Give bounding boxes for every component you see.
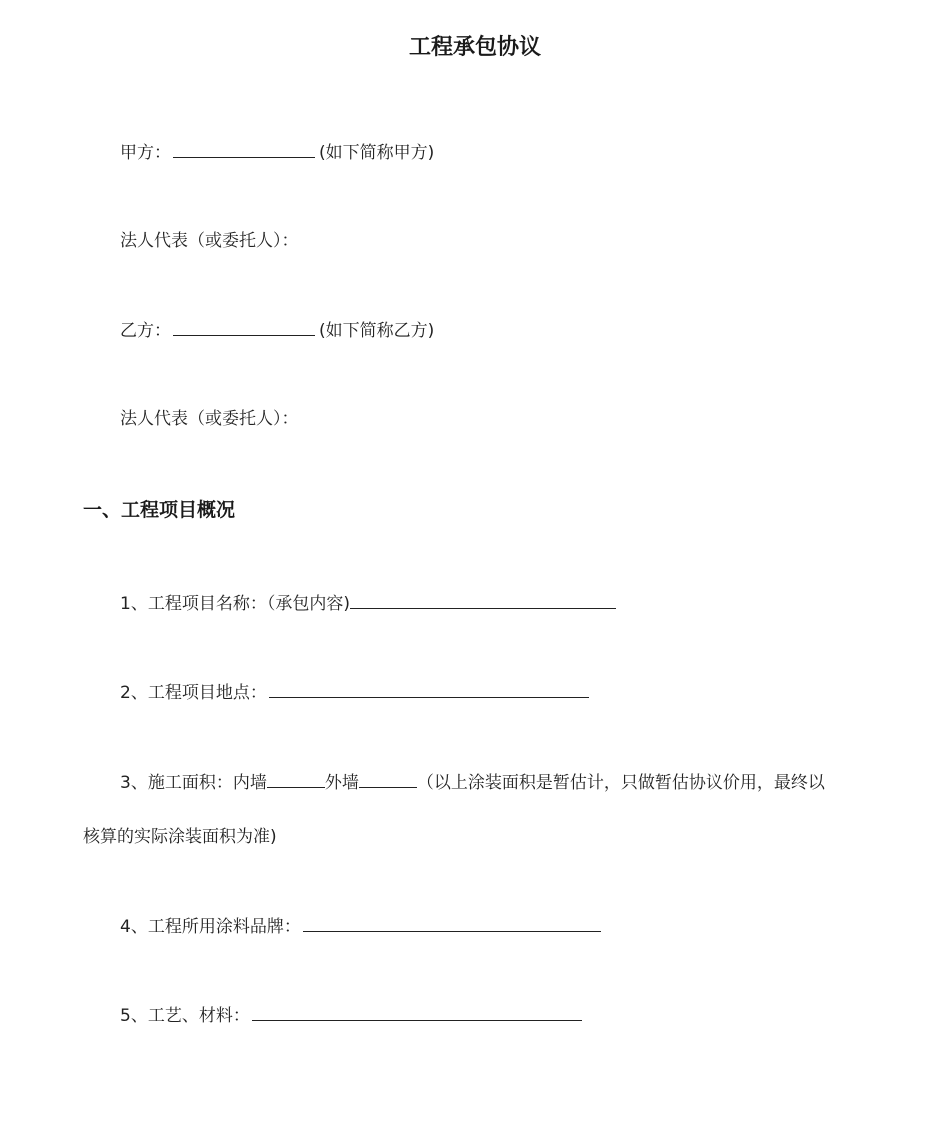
item-2-line (120, 679, 593, 706)
party-a-suffix: (如下简称甲方) (319, 143, 435, 163)
item-1-line (120, 590, 620, 617)
party-b-rep-line: 法人代表（或委托人）： (120, 409, 299, 429)
party-a-rep-line: 法人代表（或委托人）： (120, 231, 299, 251)
item-4-blank[interactable] (303, 913, 601, 932)
item-3-continuation: 核算的实际涂装面积为准) (83, 827, 277, 847)
item-3-suffix: （以上涂装面积是暂估计，只做暂估协议价用，最终以 (416, 773, 825, 793)
item-5-blank[interactable] (252, 1002, 582, 1021)
outer-wall-blank[interactable] (359, 769, 417, 788)
item-5-label: 5、工艺、材料： (120, 1006, 250, 1026)
item-3-line (120, 769, 825, 796)
party-a-line (120, 139, 434, 166)
item-3-middle: 外墙 (324, 773, 359, 793)
item-3-prefix: 3、施工面积：内墙 (120, 773, 267, 793)
item-4-label: 4、工程所用涂料品牌： (120, 917, 301, 937)
document-title: 工程承包协议 (408, 35, 541, 60)
party-a-label: 甲方： (120, 143, 171, 163)
inner-wall-blank[interactable] (267, 769, 325, 788)
item-2-blank[interactable] (269, 679, 589, 698)
party-b-blank[interactable] (173, 317, 315, 336)
section-heading: 一、工程项目概况 (83, 499, 236, 521)
item-5-line (120, 1002, 586, 1029)
party-a-blank[interactable] (173, 139, 315, 158)
party-b-line (120, 317, 434, 344)
party-b-label: 乙方： (120, 321, 171, 341)
item-4-line (120, 913, 605, 940)
item-1-blank[interactable] (350, 590, 616, 609)
item-1-label: 1、工程项目名称：（承包内容) (120, 594, 350, 614)
party-b-suffix: (如下简称乙方) (319, 321, 435, 341)
item-2-label: 2、工程项目地点： (120, 683, 267, 703)
